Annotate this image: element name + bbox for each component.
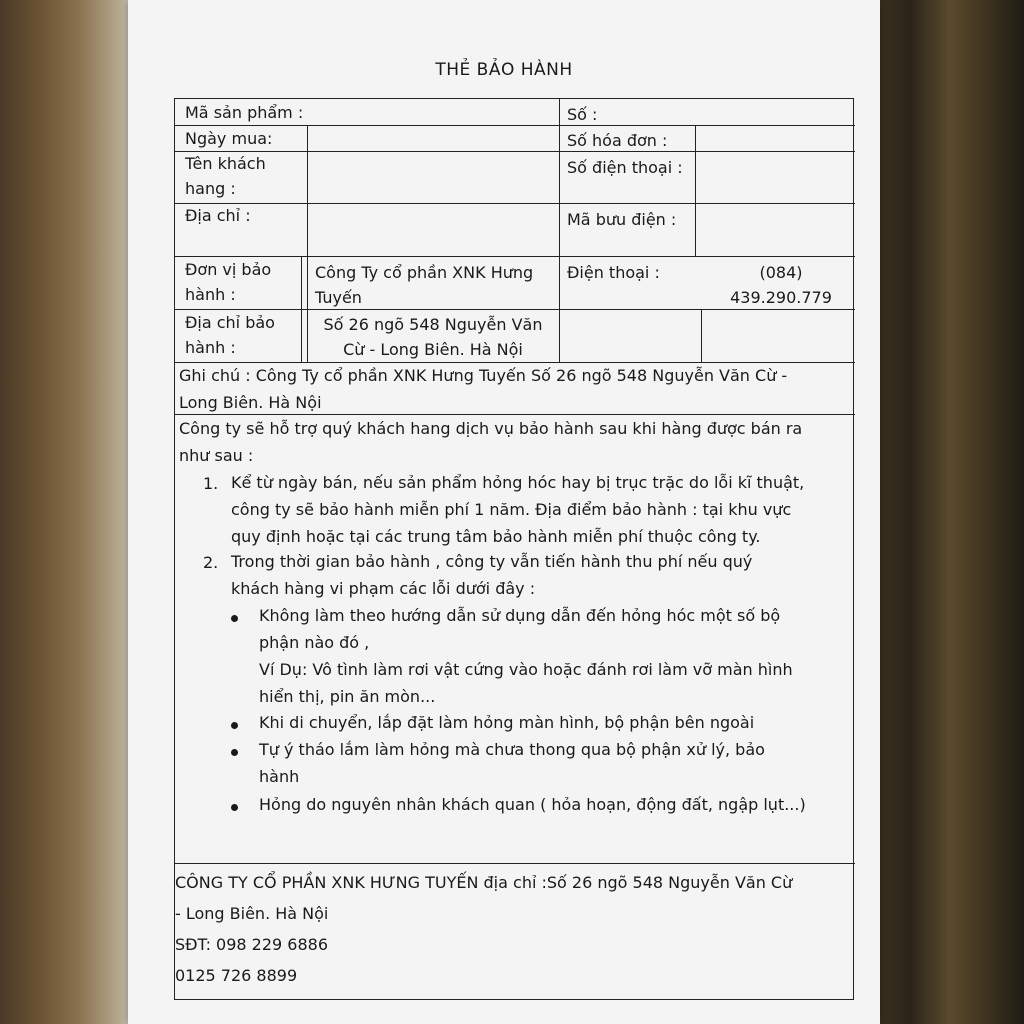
bullet-icon <box>231 722 238 729</box>
purchase-date-label: Ngày mua: <box>185 129 273 148</box>
bullet-icon <box>231 804 238 811</box>
item-2-number: 2. <box>203 553 219 572</box>
company-footer: CÔNG TY CỔ PHẦN XNK HƯNG TUYẾN địa chỉ :Số 26 ngõ 548 Nguyễn Văn Cừ - Long Biên. Hà Nội SĐT: 098 229 6886 0125 726 8899 <box>175 873 793 985</box>
invoice-number-label: Số hóa đơn : <box>567 131 668 150</box>
col-line <box>301 256 302 362</box>
policy-item-1: Kể từ ngày bán, nếu sản phẩm hỏng hóc hay bị trục trặc do lỗi kĩ thuật, công ty sẽ bảo hành miễn phí 1 năm. Địa điểm bảo hành : tại khu vực quy định hoặc tại các trung tâm bảo hành miễn phí thuộc công ty. <box>231 473 805 546</box>
telephone-label: Điện thoại : <box>567 263 660 282</box>
row-line <box>175 863 855 864</box>
col-line <box>307 125 308 362</box>
row-line <box>175 151 855 152</box>
col-line <box>701 309 702 362</box>
document-title: THẺ BẢO HÀNH <box>435 60 573 80</box>
phone-number-label: Số điện thoại : <box>567 158 683 177</box>
violation-bullet-1: Không làm theo hướng dẫn sử dụng dẫn đến hỏng hóc một số bộ phận nào đó , Ví Dụ: Vô tình làm rơi vật cứng vào hoặc đánh rơi làm vỡ màn hình hiển thị, pin ăn mòn... <box>259 606 793 706</box>
bullet-icon <box>231 749 238 756</box>
address-label: Địa chỉ : <box>185 206 251 225</box>
warranty-card-paper <box>128 0 880 1024</box>
violation-bullet-3: Tự ý tháo lắm làm hỏng mà chưa thong qua bộ phận xử lý, bảo hành <box>259 740 765 786</box>
policy-intro: Công ty sẽ hỗ trợ quý khách hang dịch vụ bảo hành sau khi hàng được bán ra như sau : <box>179 419 803 465</box>
row-line <box>175 256 855 257</box>
customer-name-label: Tên khách hang : <box>185 154 266 198</box>
item-1-number: 1. <box>203 474 219 493</box>
row-line <box>175 203 855 204</box>
product-code-label: Mã sản phẩm : <box>185 103 304 122</box>
note-text: Ghi chú : Công Ty cổ phần XNK Hưng Tuyến Số 26 ngõ 548 Nguyễn Văn Cừ - Long Biên. Hà Nội <box>179 366 788 412</box>
postal-code-label: Mã bưu điện : <box>567 210 677 229</box>
violation-bullet-2: Khi di chuyển, lắp đặt làm hỏng màn hình, bộ phận bên ngoài <box>259 713 755 732</box>
warranty-table-frame <box>174 98 854 1000</box>
warranty-unit-label: Đơn vị bảo hành : <box>185 260 272 304</box>
row-line <box>175 125 855 126</box>
warranty-address-label: Địa chỉ bảo hành : <box>185 313 275 357</box>
telephone-value: (084) 439.290.779 <box>730 263 832 307</box>
warranty-unit-value: Công Ty cổ phần XNK Hưng Tuyến <box>315 263 534 307</box>
bullet-icon <box>231 615 238 622</box>
policy-item-2: Trong thời gian bảo hành , công ty vẫn tiến hành thu phí nếu quý khách hàng vi phạm các lỗi dưới đây : <box>231 552 753 598</box>
col-line <box>695 125 696 256</box>
warranty-address-value: Số 26 ngõ 548 Nguyễn Văn Cừ - Long Biên. Hà Nội <box>323 315 543 359</box>
violation-bullet-4: Hỏng do nguyên nhân khách quan ( hỏa hoạn, động đất, ngập lụt...) <box>259 795 806 814</box>
col-line <box>559 99 560 362</box>
number-label: Số : <box>567 105 598 124</box>
background-right <box>880 0 1024 1024</box>
